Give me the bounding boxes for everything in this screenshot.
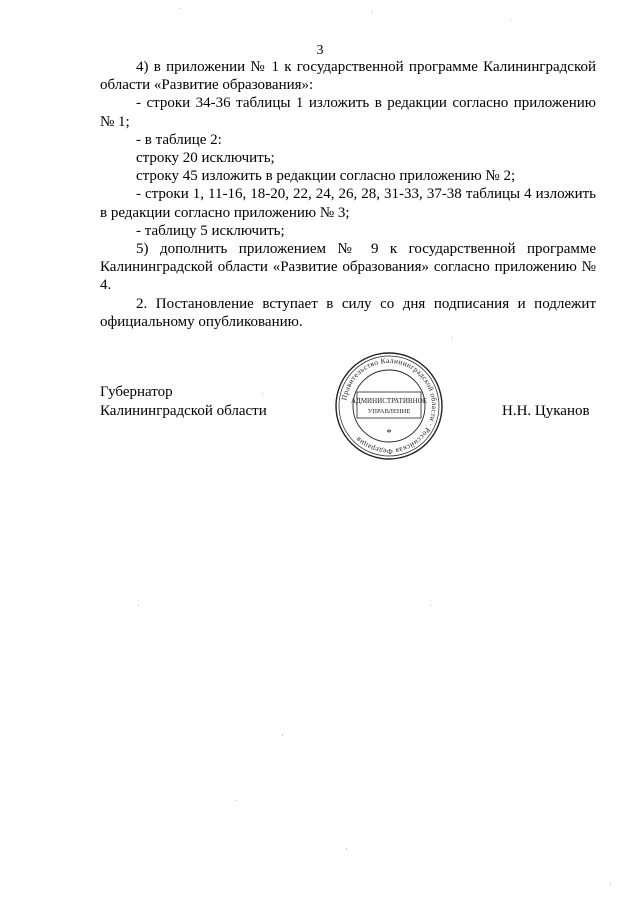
paragraph-table2: - в таблице 2:	[136, 131, 222, 148]
scan-speck	[138, 605, 139, 606]
signatory-name: Н.Н. Цуканов	[502, 403, 590, 419]
paragraph-effective: 2. Постановление вступает в силу со дня подписания и подлежит официальному опубликованию.	[100, 295, 596, 330]
scan-speck	[262, 393, 263, 394]
seal-outer-text	[339, 356, 439, 456]
paragraph-item-5: 5) дополнить приложением № 9 к государственной программе Калининградской области «Развитие образования» согласно приложению № 4.	[100, 241, 596, 294]
paragraph-row45: строку 45 изложить в редакции согласно приложению № 2;	[136, 168, 516, 185]
scan-speck	[452, 337, 453, 338]
scan-speck	[510, 20, 511, 21]
signatory-title	[100, 383, 267, 421]
seal-outer-textpath: Правительство Калининградской области · Российская Федерация	[339, 355, 440, 457]
signatory-title-line1: Губернатор	[100, 384, 173, 400]
page-number: 3	[316, 43, 324, 58]
seal-star: *	[386, 427, 392, 439]
official-seal	[334, 350, 444, 462]
document-body	[100, 58, 596, 331]
seal-center-line2: УПРАВЛЕНИЕ	[367, 408, 411, 415]
scan-speck	[180, 8, 181, 9]
paragraph-row20: строку 20 исключить;	[136, 150, 275, 167]
scan-speck	[346, 848, 347, 849]
signatory-title-line2: Калининградской области	[100, 403, 267, 419]
seal-center-line1: АДМИНИСТРАТИВНОЕ	[351, 397, 427, 405]
scan-speck	[430, 605, 431, 606]
paragraph-table1-rows: - строки 34-36 таблицы 1 изложить в редакции согласно приложению № 1;	[100, 95, 596, 130]
paragraph-table5: - таблицу 5 исключить;	[136, 222, 285, 239]
paragraph-table4-rows: - строки 1, 11-16, 18-20, 22, 24, 26, 28, 31-33, 37-38 таблицы 4 изложить в редакции согласно приложению № 3;	[100, 186, 596, 221]
scan-speck	[610, 884, 611, 885]
scan-speck	[372, 12, 373, 13]
paragraph-item-4: 4) в приложении № 1 к государственной программе Калининградской области «Развитие образования»:	[100, 59, 596, 94]
scan-speck	[282, 735, 283, 736]
scan-speck	[236, 800, 237, 801]
